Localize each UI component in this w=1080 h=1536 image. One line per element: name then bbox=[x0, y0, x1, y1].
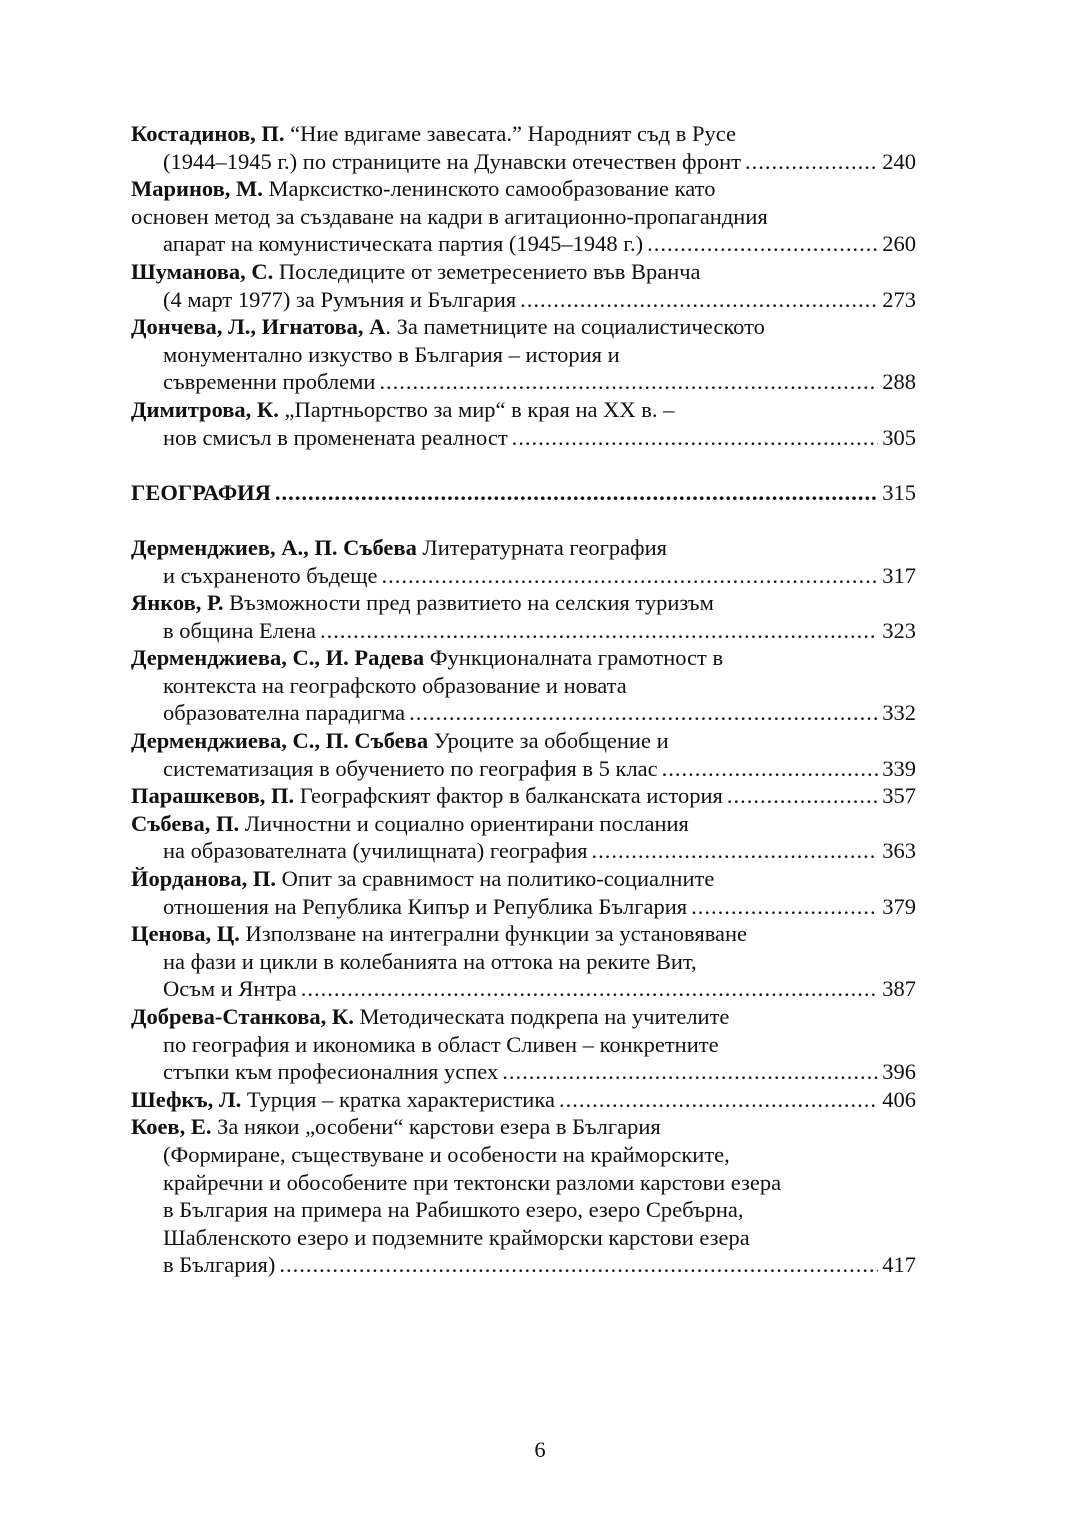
section-title: ГЕОГРАФИЯ bbox=[131, 479, 271, 505]
entry-title-text: контекста на географското образование и новата bbox=[163, 672, 627, 698]
entry-title-text: по география и икономика в област Сливен – конкретните bbox=[163, 1031, 719, 1057]
toc-entry bbox=[131, 644, 916, 727]
entry-author: Дерменджиев, А., П. Събева bbox=[131, 534, 417, 560]
entry-title-line bbox=[131, 1141, 916, 1169]
entry-title-text: нов смисъл в променената реалност bbox=[163, 424, 508, 450]
section-page-number: 315 bbox=[882, 479, 916, 505]
entry-title-line bbox=[131, 258, 916, 286]
entry-author: Дончева, Л., Игнатова, А bbox=[131, 314, 386, 340]
entry-title-text: За някои „особени“ карстови езера в България bbox=[217, 1114, 661, 1140]
entry-title-text: Последиците от земетресението във Вранча bbox=[278, 258, 701, 284]
entry-title-text: Литературната география bbox=[422, 534, 668, 560]
entry-page-number: 260 bbox=[882, 231, 916, 257]
entry-title-text: „Партньорство за мир“ в края на XX в. – bbox=[284, 396, 675, 422]
entry-title-line bbox=[131, 865, 916, 893]
entry-last-line bbox=[131, 617, 916, 645]
toc-entries-geography bbox=[131, 534, 916, 1279]
dot-leader bbox=[320, 617, 878, 645]
entry-title-text: Личностни и социално ориентирани послания bbox=[244, 810, 689, 836]
entry-title-line bbox=[131, 175, 916, 203]
entry-title-text: монументално изкуство в България – история и bbox=[163, 341, 620, 367]
entry-page-number: 417 bbox=[882, 1252, 916, 1278]
dot-leader bbox=[520, 286, 878, 314]
entry-title-text: крайречни и обособените при тектонски разломи карстови езера bbox=[163, 1169, 782, 1195]
entry-page-number: 273 bbox=[882, 286, 916, 312]
toc-entry bbox=[131, 1086, 916, 1114]
entry-author: Дерменджиева, С., И. Радева bbox=[131, 645, 425, 671]
entry-title-line bbox=[131, 948, 916, 976]
entry-last-line bbox=[131, 230, 916, 258]
entry-title-text: Използване на интегрални функции за установяване bbox=[245, 921, 748, 947]
entry-title-line bbox=[131, 203, 916, 231]
entry-title-text: на фази и цикли в колебанията на оттока на реките Вит, bbox=[163, 948, 697, 974]
entry-title-text: отношения на Република Кипър и Република България bbox=[163, 893, 688, 919]
entry-page-number: 396 bbox=[882, 1059, 916, 1085]
page-number: 6 bbox=[534, 1437, 546, 1462]
entry-page-number: 387 bbox=[882, 976, 916, 1002]
entry-title-text: Турция – кратка характеристика bbox=[246, 1086, 555, 1112]
entry-author: Маринов, М. bbox=[131, 176, 263, 202]
entry-title-text: Методическата подкрепа на учителите bbox=[359, 1004, 730, 1029]
entry-page-number: 323 bbox=[882, 617, 916, 643]
entry-title-line bbox=[131, 589, 916, 617]
entry-title-text: “Ние вдигаме завесата.” Народният съд в Русе bbox=[290, 121, 736, 146]
entry-title-line bbox=[131, 534, 916, 562]
toc-entry bbox=[131, 782, 916, 810]
entry-title-line bbox=[131, 810, 916, 838]
entry-author-suffix: . bbox=[385, 314, 391, 340]
entry-page-number: 305 bbox=[882, 424, 916, 450]
entry-author: Събева, П. bbox=[131, 810, 240, 836]
entry-title-text: на образователната (училищната) география bbox=[163, 838, 588, 864]
toc-entry bbox=[131, 534, 916, 589]
entry-page-number: 288 bbox=[882, 369, 916, 395]
entry-title-line bbox=[131, 920, 916, 948]
toc-entry bbox=[131, 727, 916, 782]
entry-title-text: основен метод за създаване на кадри в агитационно-пропагандния bbox=[131, 203, 768, 229]
entry-page-number: 240 bbox=[882, 148, 916, 174]
entry-title-line bbox=[131, 1224, 916, 1252]
entry-title-text: съвременни проблеми bbox=[163, 369, 376, 395]
entry-title-text: (1944–1945 г.) по страниците на Дунавски отечествен фронт bbox=[163, 148, 742, 174]
entry-title-text: в България на примера на Рабишкото езеро, езеро Сребърна, bbox=[163, 1197, 744, 1223]
dot-leader bbox=[745, 148, 878, 176]
entry-title-text: Географският фактор в балканската история bbox=[299, 783, 723, 809]
entry-title-line bbox=[131, 313, 916, 341]
toc-entry bbox=[131, 1003, 916, 1086]
entry-author: Ценова, Ц. bbox=[131, 921, 240, 947]
entry-author: Шефкъ, Л. bbox=[131, 1086, 242, 1112]
dot-leader bbox=[381, 562, 878, 590]
entry-page-number: 357 bbox=[882, 783, 916, 809]
entry-last-line bbox=[131, 148, 916, 176]
entry-line-text bbox=[131, 782, 723, 810]
toc-entry bbox=[131, 1113, 916, 1279]
dot-leader bbox=[409, 699, 878, 727]
entry-title-text: стъпки към професионалния успех bbox=[163, 1059, 499, 1085]
entry-author: Костадинов, П. bbox=[131, 121, 285, 146]
entry-title-line bbox=[131, 120, 916, 148]
table-of-contents bbox=[131, 120, 916, 1279]
entry-author: Шуманова, С. bbox=[131, 258, 274, 284]
entry-page-number: 379 bbox=[882, 893, 916, 919]
toc-entry bbox=[131, 258, 916, 313]
entry-title-line bbox=[131, 1031, 916, 1059]
dot-leader bbox=[559, 1086, 878, 1114]
entry-page-number: 406 bbox=[882, 1086, 916, 1112]
entry-last-line bbox=[131, 562, 916, 590]
entry-last-line bbox=[131, 1086, 916, 1114]
entry-title-text: (Формиране, съществуване и особености на крайморските, bbox=[163, 1141, 730, 1167]
dot-leader bbox=[512, 424, 879, 452]
entry-title-text: в България) bbox=[163, 1252, 276, 1278]
entry-title-text: Уроците за обобщение и bbox=[433, 728, 669, 754]
entry-last-line bbox=[131, 1058, 916, 1086]
toc-entry bbox=[131, 810, 916, 865]
dot-leader bbox=[592, 837, 879, 865]
dot-leader bbox=[275, 479, 878, 507]
entry-title-text: Марксистко-ленинското самообразование като bbox=[268, 176, 716, 202]
entry-author: Парашкевов, П. bbox=[131, 783, 295, 809]
entry-author: Йорданова, П. bbox=[131, 866, 277, 892]
dot-leader bbox=[691, 893, 878, 921]
entry-last-line bbox=[131, 699, 916, 727]
entry-title-line bbox=[131, 1113, 916, 1141]
entry-title-line bbox=[131, 727, 916, 755]
dot-leader bbox=[502, 1058, 878, 1086]
entry-title-line bbox=[131, 1169, 916, 1197]
entry-title-text: апарат на комунистическата партия (1945–1948 г.) bbox=[163, 231, 644, 257]
entry-title-text: Опит за сравнимост на политико-социалните bbox=[281, 866, 715, 892]
entry-title-text: Възможности пред развитието на селския туризъм bbox=[229, 590, 714, 616]
toc-entry bbox=[131, 120, 916, 175]
entry-title-text: и съхраненото бъдеще bbox=[163, 562, 378, 588]
entry-line-text bbox=[131, 1086, 555, 1114]
toc-entry bbox=[131, 175, 916, 258]
entry-last-line bbox=[131, 837, 916, 865]
entry-title-line bbox=[131, 396, 916, 424]
dot-leader bbox=[727, 782, 878, 810]
entry-title-line bbox=[131, 1196, 916, 1224]
entry-title-text: в община Елена bbox=[163, 617, 316, 643]
entry-page-number: 339 bbox=[882, 755, 916, 781]
entry-title-text: систематизация в обучението по география в 5 клас bbox=[163, 755, 658, 781]
entry-title-line bbox=[131, 644, 916, 672]
toc-entry bbox=[131, 920, 916, 1003]
dot-leader bbox=[647, 230, 878, 258]
entry-title-text: Осъм и Янтра bbox=[163, 976, 297, 1002]
entry-author: Добрева-Станкова, К. bbox=[131, 1004, 354, 1029]
entry-page-number: 332 bbox=[882, 700, 916, 726]
toc-entry bbox=[131, 589, 916, 644]
entry-title-line bbox=[131, 672, 916, 700]
entry-last-line bbox=[131, 755, 916, 783]
entry-last-line bbox=[131, 286, 916, 314]
entry-page-number: 363 bbox=[882, 838, 916, 864]
dot-leader bbox=[379, 368, 878, 396]
entry-last-line bbox=[131, 1251, 916, 1279]
dot-leader bbox=[279, 1251, 878, 1279]
dot-leader bbox=[662, 755, 879, 783]
toc-entry bbox=[131, 865, 916, 920]
entry-title-text: Функционалната грамотност в bbox=[429, 645, 724, 671]
entry-title-line bbox=[131, 341, 916, 369]
entry-title-text: Шабленското езеро и подземните крайморски карстови езера bbox=[163, 1224, 750, 1250]
entry-author: Димитрова, К. bbox=[131, 396, 279, 422]
entry-author: Дерменджиева, С., П. Събева bbox=[131, 728, 429, 754]
entry-author: Янков, Р. bbox=[131, 590, 224, 616]
entry-last-line bbox=[131, 893, 916, 921]
entry-last-line bbox=[131, 368, 916, 396]
entry-last-line bbox=[131, 782, 916, 810]
toc-entry bbox=[131, 396, 916, 451]
entry-last-line bbox=[131, 975, 916, 1003]
toc-entry bbox=[131, 313, 916, 396]
entry-author: Коев, Е. bbox=[131, 1114, 212, 1140]
entry-title-text: (4 март 1977) за Румъния и България bbox=[163, 286, 517, 312]
toc-entries-history bbox=[131, 120, 916, 451]
entry-title-text: За паметниците на социалистическото bbox=[396, 314, 765, 340]
entry-last-line bbox=[131, 424, 916, 452]
entry-title-line bbox=[131, 1003, 916, 1031]
toc-section-heading bbox=[131, 479, 916, 507]
entry-title-text: образователна парадигма bbox=[163, 700, 406, 726]
dot-leader bbox=[301, 975, 878, 1003]
entry-page-number: 317 bbox=[882, 562, 916, 588]
